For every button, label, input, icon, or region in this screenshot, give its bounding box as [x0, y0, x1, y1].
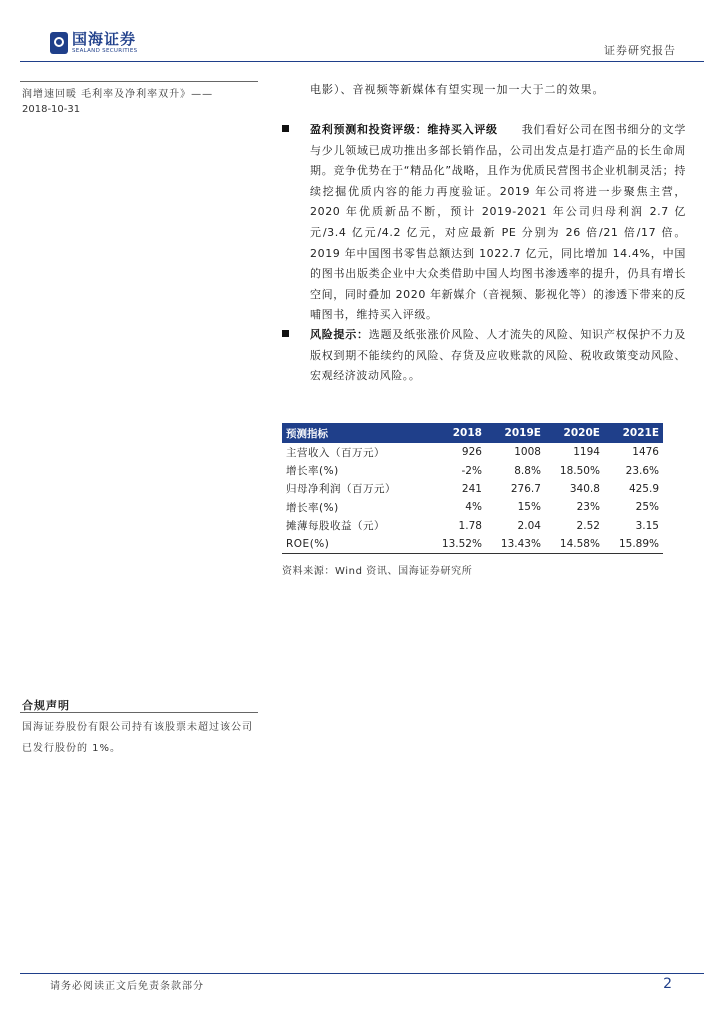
- table-cell: 241: [461, 482, 482, 495]
- logo-icon: [50, 32, 68, 54]
- compliance-divider: [20, 712, 258, 713]
- page-number: 2: [663, 976, 672, 992]
- compliance-heading: 合规声明: [22, 699, 70, 712]
- table-cell: 23%: [576, 501, 600, 514]
- table-cell: 13.52%: [427, 535, 486, 554]
- table-cell: 15.89%: [604, 535, 663, 554]
- table-row: [282, 480, 663, 498]
- table-cell: 14.58%: [545, 535, 604, 554]
- table-header-cell: 2019E: [486, 423, 545, 443]
- table-cell: 增长率(%): [286, 465, 339, 478]
- table-header-cell: 2021E: [604, 423, 663, 443]
- table-cell: 926: [461, 446, 482, 459]
- table-cell: 1.78: [458, 519, 482, 532]
- table-cell: -2%: [461, 464, 482, 477]
- forecast-table: [282, 423, 663, 554]
- table-cell: 276.7: [510, 482, 541, 495]
- table-cell: 1008: [514, 446, 541, 459]
- table-row: [282, 517, 663, 535]
- table-header-cell: 2018: [427, 423, 486, 443]
- risk-warning-section: [282, 325, 686, 387]
- table-header-cell: 预测指标: [282, 423, 427, 443]
- forecast-body: 我们看好公司在图书细分的文学与少儿领域已成功推出多部长销作品，公司出发点是打造产品的长生命周期。竞争优势在于“精品化”战略，且作为优质民营图书企业机制灵活；持续挖掘优质内容的能力再度验证。2019 年公司将进一步聚焦主营，2020 年优质新品不断，预计 2019-2021 年公司归母利润 2.7 亿元/3.4 亿元/4.2 亿元，对应最新 PE 分别为 26 倍/21 倍/17 倍。2019 年中国图书零售总额达到 1022.7 亿元，同比增加 14.4%，中国的图书出版类企业中大众类借助中国人均图书渗透率的提升，仍具有增长空间，同时叠加 2020 年新媒介（音视频、影视化等）的渗透下带来的反哺图书，维持买入评级。: [310, 123, 686, 322]
- table-header-cell: 2020E: [545, 423, 604, 443]
- table-row: [282, 498, 663, 516]
- table-source-note: 资料来源：Wind 资讯、国海证券研究所: [282, 566, 473, 577]
- footer-disclaimer: 请务必阅读正文后免责条款部分: [50, 981, 204, 992]
- logo-name-cn: 国海证券: [72, 29, 137, 48]
- related-report-title: 润增速回暖 毛利率及净利率双升》——: [22, 89, 214, 100]
- bullet-square-icon: [282, 125, 289, 132]
- footer-divider: [20, 973, 704, 974]
- sidebar-divider: [20, 81, 258, 82]
- table-cell: 归母净利润（百万元）: [286, 483, 396, 496]
- table-cell: 主营收入（百万元）: [286, 446, 385, 459]
- risk-body: 选题及纸张涨价风险、人才流失的风险、知识产权保护不力及版权到期不能续约的风险、存货及应收账款的风险、税收政策变动风险、宏观经济波动风险。。: [310, 328, 687, 383]
- table-cell: 8.8%: [514, 464, 541, 477]
- table-cell: 2.52: [576, 519, 600, 532]
- table-cell: 1194: [573, 446, 600, 459]
- table-cell: 3.15: [635, 519, 659, 532]
- bullet-square-icon: [282, 330, 289, 337]
- table-cell: 2.04: [517, 519, 541, 532]
- forecast-heading: 盈利预测和投资评级：维持买入评级: [310, 123, 498, 136]
- report-type-label: 证券研究报告: [604, 44, 676, 57]
- risk-heading: 风险提示：: [310, 328, 369, 341]
- table-cell: 增长率(%): [286, 501, 339, 514]
- related-report-date: 2018-10-31: [22, 104, 81, 115]
- table-row: [282, 443, 663, 461]
- table-header-row: [282, 423, 663, 443]
- table-cell: 4%: [465, 501, 482, 514]
- table-cell: 1476: [632, 446, 659, 459]
- table-cell: 13.43%: [486, 535, 545, 554]
- table-cell: 摊薄每股收益（元）: [286, 520, 385, 533]
- compliance-statement: 国海证券股份有限公司持有该股票未超过该公司已发行股份的 1%。: [22, 722, 253, 754]
- table-row: [282, 535, 663, 554]
- table-cell: 425.9: [628, 482, 659, 495]
- table-cell: 340.8: [569, 482, 600, 495]
- table-cell: 23.6%: [625, 464, 659, 477]
- continuation-paragraph: 电影）、音视频等新媒体有望实现一加一大于二的效果。: [310, 83, 605, 96]
- table-cell: 15%: [517, 501, 541, 514]
- table-cell: 18.50%: [559, 464, 600, 477]
- table-cell: 25%: [635, 501, 659, 514]
- header-divider: [20, 61, 704, 62]
- forecast-rating-section: [282, 120, 686, 326]
- brand-logo: [50, 30, 137, 56]
- table-row: [282, 461, 663, 479]
- table-cell: ROE(%): [282, 535, 427, 554]
- logo-name-en: SEALAND SECURITIES: [72, 47, 138, 54]
